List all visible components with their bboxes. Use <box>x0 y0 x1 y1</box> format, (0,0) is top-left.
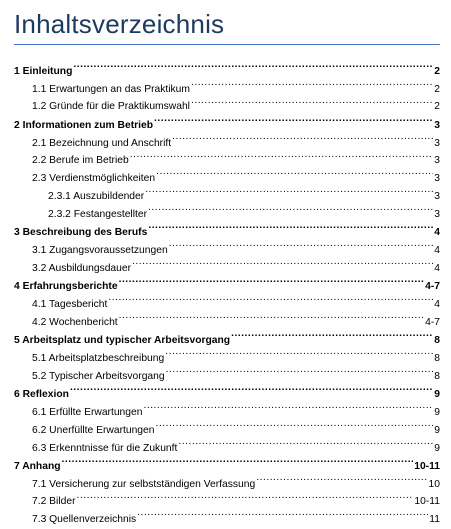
toc-entry-title: 7.1 Versicherung zur selbstständigen Verfassung <box>32 478 256 490</box>
toc-chapter-entry[interactable] <box>0 56 451 77</box>
toc-chapter-entry[interactable] <box>0 379 451 401</box>
toc-dot-leader <box>119 307 424 325</box>
toc-page-number: 9 <box>434 389 440 401</box>
toc-entry-title: 2.2 Berufe im Betrieb <box>32 155 129 167</box>
toc-section-entry[interactable] <box>0 253 451 274</box>
toc-page-number: 2 <box>434 65 440 77</box>
toc-entry-title: 2.3.2 Festangestellter <box>48 208 148 220</box>
toc-entry-title: 5.1 Arbeitsplatzbeschreibung <box>32 352 165 364</box>
toc-entry-title: 1.2 Gründe für die Praktikumswahl <box>32 101 190 113</box>
toc-dot-leader <box>169 235 434 253</box>
toc-dot-leader <box>137 504 428 522</box>
toc-entry-title: 7.3 Quellenverzeichnis <box>32 514 137 526</box>
toc-entry-title: 6.3 Erkenntnisse für die Zukunft <box>32 442 178 454</box>
toc-page-number: 10 <box>428 478 440 490</box>
toc-entry-title: 7 Anhang <box>14 460 61 472</box>
toc-dot-leader <box>166 361 434 379</box>
toc-entry-title: 4.1 Tagesbericht <box>32 298 108 310</box>
toc-entry-title: 1 Einleitung <box>14 65 73 77</box>
toc-dot-leader <box>256 469 427 487</box>
toc-entry-title: 5.2 Typischer Arbeitsvorgang <box>32 370 165 382</box>
toc-entry-title: 3 Beschreibung des Berufs <box>14 227 148 239</box>
toc-section-entry[interactable] <box>0 92 451 113</box>
title-underline <box>14 44 440 45</box>
toc-entry-title: 5 Arbeitsplatz und typischer Arbeitsvorgang <box>14 335 231 347</box>
toc-section-entry[interactable] <box>0 469 451 490</box>
toc-subsection-entry[interactable] <box>0 181 451 202</box>
toc-page-number: 2 <box>434 83 440 95</box>
toc-chapter-entry[interactable] <box>0 110 451 131</box>
toc-dot-leader <box>172 128 433 146</box>
toc-chapter-entry[interactable] <box>0 451 451 472</box>
toc-dot-leader <box>191 74 433 92</box>
toc-dot-leader <box>148 217 433 235</box>
toc-subsection-entry[interactable] <box>0 199 451 220</box>
toc-section-entry[interactable] <box>0 343 451 364</box>
toc-section-entry[interactable] <box>0 146 451 167</box>
toc-dot-leader <box>191 92 433 110</box>
page-title: Inhaltsverzeichnis <box>14 9 225 39</box>
toc-dot-leader <box>178 433 433 451</box>
toc-page-number: 3 <box>434 173 440 185</box>
toc-section-entry[interactable] <box>0 397 451 418</box>
toc-chapter-entry[interactable] <box>0 325 451 347</box>
toc-page-number: 9 <box>434 424 440 436</box>
toc-dot-leader <box>148 199 433 217</box>
toc-chapter-entry[interactable] <box>0 217 451 239</box>
toc-section-entry[interactable] <box>0 361 451 382</box>
toc-entry-title: 6 Reflexion <box>14 389 69 401</box>
toc-dot-leader <box>62 451 414 469</box>
toc-page-number: 3 <box>434 137 440 149</box>
toc-entry-title: 2 Informationen zum Betrieb <box>14 119 154 131</box>
toc-section-entry[interactable] <box>0 74 451 95</box>
toc-page-number: 3 <box>434 119 440 131</box>
toc-dot-leader <box>165 343 433 361</box>
toc-entry-title: 6.1 Erfüllte Erwartungen <box>32 406 143 418</box>
toc-page-number: 2 <box>434 101 440 113</box>
toc-section-entry[interactable] <box>0 307 451 328</box>
toc-section-entry[interactable] <box>0 289 451 310</box>
toc-dot-leader <box>154 110 433 128</box>
toc-page-number: 3 <box>434 155 440 167</box>
toc-page-number: 4 <box>434 298 440 310</box>
toc-entry-title: 2.3 Verdienstmöglichkeiten <box>32 173 156 185</box>
table-of-contents <box>0 56 451 526</box>
toc-dot-leader <box>108 289 433 307</box>
toc-entry-title: 3.2 Ausbildungsdauer <box>32 262 132 274</box>
toc-page-number: 9 <box>434 406 440 418</box>
toc-entry-title: 4.2 Wochenbericht <box>32 316 118 328</box>
toc-dot-leader <box>73 56 433 74</box>
toc-page-number: 10-11 <box>414 460 440 472</box>
toc-page-number: 4-7 <box>425 281 440 293</box>
toc-dot-leader <box>143 397 433 415</box>
toc-chapter-entry[interactable] <box>0 271 451 293</box>
toc-section-entry[interactable] <box>0 433 451 454</box>
toc-dot-leader <box>156 163 433 181</box>
toc-dot-leader <box>132 253 433 271</box>
toc-page-number: 8 <box>434 335 440 347</box>
toc-entry-title: 2.3.1 Auszubildender <box>48 190 145 202</box>
toc-page-number: 4 <box>434 227 440 239</box>
toc-page-number: 11 <box>429 514 440 526</box>
toc-dot-leader <box>70 379 433 397</box>
toc-entry-title: 1.1 Erwartungen an das Praktikum <box>32 83 190 95</box>
toc-section-entry[interactable] <box>0 235 451 256</box>
toc-page-number: 4-7 <box>425 316 440 328</box>
toc-page-number: 8 <box>434 370 440 382</box>
toc-dot-leader <box>130 146 434 164</box>
toc-page-number: 4 <box>434 244 440 256</box>
toc-section-entry[interactable] <box>0 504 451 526</box>
toc-section-entry[interactable] <box>0 415 451 436</box>
toc-entry-title: 4 Erfahrungsberichte <box>14 281 118 293</box>
toc-dot-leader <box>231 325 433 343</box>
toc-dot-leader <box>119 271 425 289</box>
toc-entry-title: 2.1 Bezeichnung und Anschrift <box>32 137 172 149</box>
toc-entry-title: 3.1 Zugangsvoraussetzungen <box>32 244 168 256</box>
toc-dot-leader <box>77 487 414 505</box>
toc-section-entry[interactable] <box>0 163 451 185</box>
toc-entry-title: 7.2 Bilder <box>32 496 76 508</box>
toc-page-number: 10-11 <box>414 496 440 508</box>
toc-page-number: 9 <box>434 442 440 454</box>
toc-section-entry[interactable] <box>0 128 451 149</box>
toc-page-number: 8 <box>434 352 440 364</box>
toc-page-number: 3 <box>434 208 440 220</box>
toc-dot-leader <box>156 415 434 433</box>
toc-page-number: 4 <box>434 262 440 274</box>
toc-page-number: 3 <box>434 190 440 202</box>
toc-entry-title: 6.2 Unerfüllte Erwartungen <box>32 424 155 436</box>
toc-section-entry[interactable] <box>0 487 451 508</box>
toc-dot-leader <box>145 181 433 199</box>
